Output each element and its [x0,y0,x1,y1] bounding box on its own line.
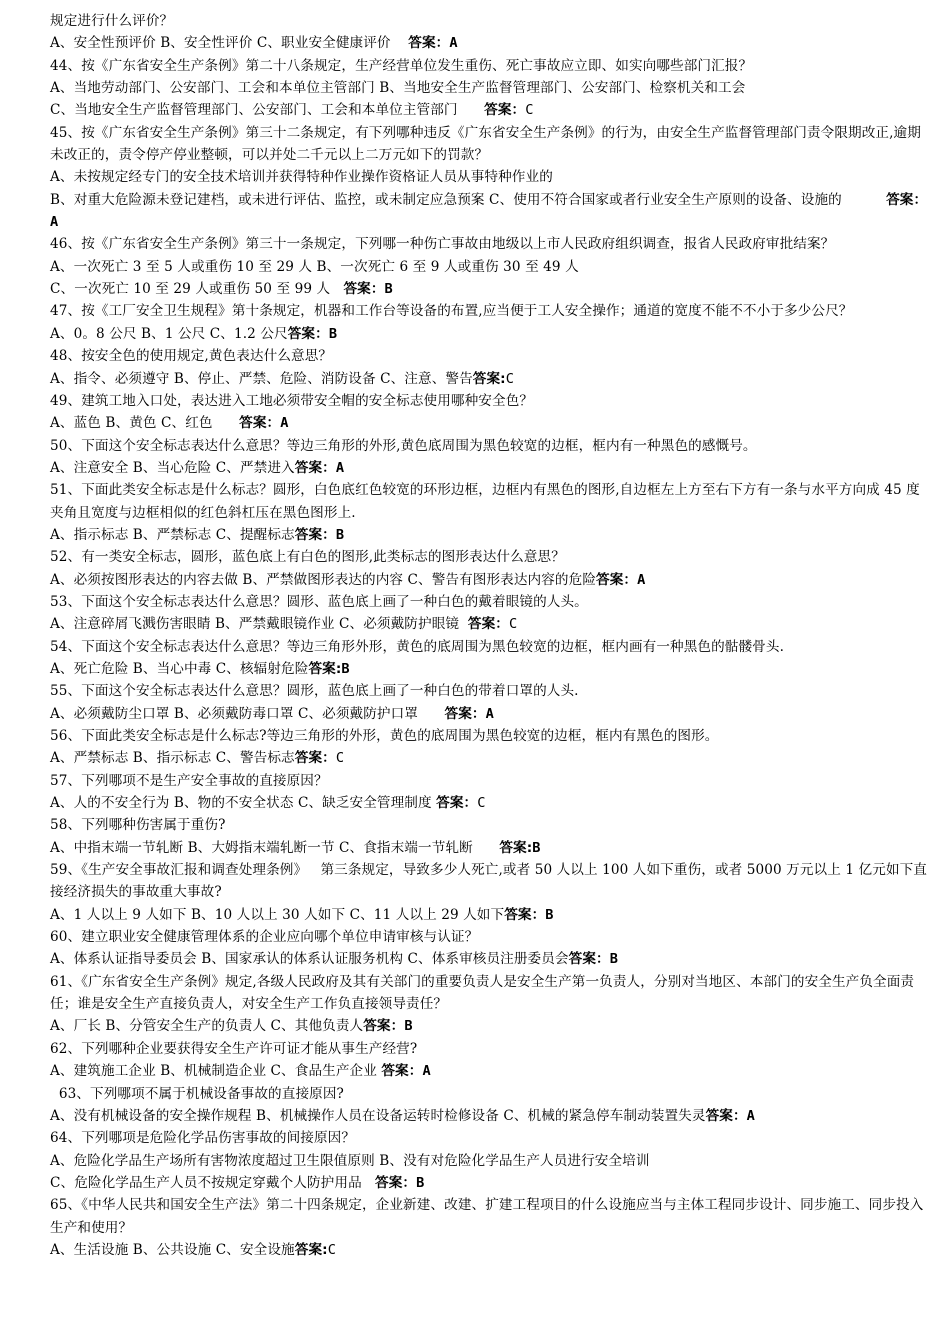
answer-label: 答案: [308,660,342,677]
line-text: A、严禁标志 B、指示标志 C、警告标志 [50,750,295,767]
answer-line [50,569,928,591]
answer-value: B [532,839,541,856]
text-line [50,122,928,167]
answer-value: B [384,281,393,298]
answer-value: C [505,370,515,387]
line-text: 48、按安全色的使用规定,黄色表达什么意思？ [50,348,333,365]
text-line [50,233,928,255]
line-text: 60、建立职业安全健康管理体系的企业应向哪个单位申请审核与认证？ [50,929,479,946]
answer-value: C [335,750,345,767]
text-line [50,971,928,1016]
answer-label: 答案： [705,1107,747,1124]
line-text: 64、下列哪项是危险化学品伤害事故的间接原因？ [50,1130,356,1147]
answer-line [50,904,928,926]
line-text: A、中指末端一节轧断 B、大姆指末端轧断一节 C、食指末端一节轧断 [50,839,500,856]
line-text: 53、下面这个安全标志表达什么意思？圆形、蓝色底上画了一种白色的戴着眼镜的人头。 [50,593,588,610]
answer-value: B [335,526,345,543]
text-line [50,345,928,367]
answer-label: 答案： [467,616,510,633]
answer-value: B [328,325,338,342]
answer-line [50,368,928,390]
answer-label: 答案： [408,35,450,52]
answer-value: B [341,660,350,677]
text-line [50,10,928,32]
line-text: A、未按规定经专门的安全技术培训并获得特种作业操作资格证人员从事特种作业的 [50,169,553,186]
line-text: A、死亡危险 B、当心中毒 C、核辐射危险 [50,660,309,677]
line-text: A、一次死亡 3 至 5 人或重伤 10 至 29 人 B、一次死亡 6 至 9 人或重伤 30 至 49 人 [50,258,579,275]
answer-label: 答案: [472,370,506,387]
line-text: 46、按《广东省安全生产条例》第三十一条规定，下列哪一种伤亡事故由地级以上市人民政府组织调查，报省人民政府审批结案？ [50,236,835,253]
text-line [50,479,928,524]
text-line [50,300,928,322]
line-text: 54、下面这个安全标志表达什么意思？等边三角形外形，黄色的底周围为黑色较宽的边框，框内画有一种黑色的骷髅骨头. [50,638,784,655]
answer-line [50,1060,928,1082]
answer-label: 答案： [484,102,526,119]
text-line [50,435,928,457]
answer-label: 答案： [375,1174,417,1191]
answer-line [50,1015,928,1037]
answer-line [50,99,928,121]
answer-line [50,613,928,635]
answer-label: 答案： [444,705,486,722]
answer-value: A [280,415,289,432]
line-text: B、对重大危险源未登记建档，或未进行评估、监控，或未制定应急预案 C、使用不符合国家或者行业安全生产原则的设备、设施的 [50,191,887,208]
line-text: A、必须按图形表达的内容去做 B、严禁做图形表达的内容 C、警告有图形表达内容的危险 [50,571,597,588]
answer-label: 答案： [287,325,329,342]
line-text: 44、按《广东省安全生产条例》第二十八条规定，生产经营单位发生重伤、死亡事故应立即、如实向哪些部门汇报？ [50,57,753,74]
text-line [50,926,928,948]
answer-value: A [746,1107,755,1124]
answer-line [50,457,928,479]
answer-line [50,703,928,725]
line-text: A、厂长 B、分管安全生产的负责人 C、其他负责人 [50,1018,364,1035]
line-text: A、注意碎屑飞溅伤害眼睛 B、严禁戴眼镜作业 C、必须戴防护眼镜 [50,616,468,633]
answer-value: C [327,1241,336,1258]
answer-value: A [422,1063,431,1080]
line-text: A、当地劳动部门、公安部门、工会和本单位主管部门 B、当地安全生产监督管理部门、公安部门、检察机关和工会 [50,80,746,97]
answer-label: 答案： [363,1018,405,1035]
text-line [50,55,928,77]
answer-value: A [485,705,494,722]
line-text: 63、下列哪项不属于机械设备事故的直接原因? [50,1085,344,1102]
answer-line [50,278,928,300]
text-line [50,256,928,278]
answer-label: 答案： [343,281,385,298]
answer-line [50,747,928,769]
text-line [50,1194,928,1239]
line-text: A、生活设施 B、公共设施 C、安全设施 [50,1241,295,1258]
text-line [50,166,928,188]
text-line [50,725,928,747]
line-text: 65、《中华人民共和国安全生产法》第二十四条规定，企业新建、改建、扩建工程项目的什么设施应当与主体工程同步设计、同步施工、同步投入生产和使用？ [50,1197,924,1236]
answer-label: 答案： [504,906,546,923]
line-text: 57、下列哪项不是生产安全事故的直接原因？ [50,772,328,789]
answer-value: B [609,951,619,968]
line-text: 49、建筑工地入口处，表达进入工地必须带安全帽的安全标志使用哪种安全色？ [50,392,534,409]
text-line [50,814,928,836]
answer-value: B [416,1174,425,1191]
answer-label: 答案： [436,795,478,812]
text-line [50,1083,928,1105]
line-text: A、危险化学品生产场所有害物浓度超过卫生限值原则 B、没有对危险化学品生产人员进行安全培训 [50,1152,650,1169]
answer-line [50,412,928,434]
text-line [50,390,928,412]
text-line [50,859,928,904]
answer-line [50,658,928,680]
answer-line [50,948,928,970]
line-text: 55、下面这个安全标志表达什么意思？圆形，蓝色底上画了一种白色的带着口罩的人头. [50,683,579,700]
line-text: C、危险化学品生产人员不按规定穿戴个人防护用品 [50,1174,376,1191]
answer-line [50,1172,928,1194]
line-text: 59、《生产安全事故汇报和调查处理条例》 第三条规定，导致多少人死亡,或者 50 人以上 100 人如下重伤，或者 5000 万元以上 1 亿元如下直接经济损失的事故重大事故? [50,862,928,901]
answer-label: 答案: [499,839,533,856]
answer-line [50,1239,928,1261]
answer-value: C [477,795,486,812]
answer-value: A [637,571,646,588]
text-line [50,680,928,702]
line-text: A、1 人以上 9 人如下 B、10 人以上 30 人如下 C、11 人以上 29 人如下 [50,906,505,923]
line-text: 45、按《广东省安全生产条例》第三十二条规定，有下列哪种违反《广东省安全生产条例》的行为，由安全生产监督管理部门责令限期改正,逾期未改正的，责令停产停业整顿，可以并处二千元以上二万元如下的罚款？ [50,124,921,164]
text-line [50,1150,928,1172]
answer-label: 答案： [568,951,610,968]
text-line [50,546,928,568]
line-text: 47、按《工厂安全卫生规程》第十条规定，机器和工作台等设备的布置,应当便于工人安全操作；通道的宽度不能不不小于多少公尺？ [50,303,853,320]
answer-line [50,524,928,546]
answer-label: 答案： [596,571,638,588]
line-text: 56、下面此类安全标志是什么标志?等边三角形的外形，黄色的底周围为黑色较宽的边框，框内有黑色的图形。 [50,728,719,744]
line-text: 58、下列哪种伤害属于重伤? [50,817,226,834]
answer-label: 答案: [294,1241,328,1258]
line-text: A、蓝色 B、黄色 C、红色 [50,415,240,432]
answer-value: A [449,35,458,52]
line-text: A、注意安全 B、当心危险 C、严禁进入 [50,459,295,476]
answer-label: 答案： [886,191,928,208]
line-text: 规定进行什么评价？ [50,13,174,29]
line-text: 50、下面这个安全标志表达什么意思？等边三角形的外形,黄色底周围为黑色较宽的边框，框内有一种黑色的感慨号。 [50,437,757,454]
text-line [50,77,928,99]
answer-line [50,189,928,234]
line-text: A、0。8 公尺 B、1 公尺 C、1.2 公尺 [50,325,288,342]
line-text: A、指示标志 B、严禁标志 C、提醒标志 [50,526,295,543]
answer-value: C [525,102,534,119]
answer-value: B [545,906,554,923]
line-text: 62、下列哪种企业要获得安全生产许可证才能从事生产经营? [50,1040,418,1057]
answer-value: C [509,616,518,633]
line-text: 61、《广东省安全生产条例》规定,各级人民政府及其有关部门的重要负责人是安全生产第一负责人，分别对当地区、本部门的安全生产负全面责任；谁是安全生产直接负责人，对安全生产工作负直接领导责任？ [50,973,915,1013]
answer-line [50,1105,928,1127]
answer-line [50,323,928,345]
line-text: A、人的不安全行为 B、物的不安全状态 C、缺乏安全管理制度 [50,795,437,812]
answer-label: 答案： [239,415,281,432]
line-text: 52、有一类安全标志，圆形，蓝色底上有白色的图形,此类标志的图形表达什么意思？ [50,549,565,566]
answer-value: A [335,459,345,476]
text-line [50,770,928,792]
answer-label: 答案： [294,459,336,476]
line-text: A、必须戴防尘口罩 B、必须戴防毒口罩 C、必须戴防护口罩 [50,705,445,722]
text-line [50,1038,928,1060]
line-text: C、当地安全生产监督管理部门、公安部门、工会和本单位主管部门 [50,102,485,119]
text-line [50,1127,928,1149]
line-text: A、安全性预评价 B、安全性评价 C、职业安全健康评价 [50,35,409,52]
line-text: A、指令、必须遵守 B、停止、严禁、危险、消防设备 C、注意、警告 [50,370,473,387]
answer-line [50,32,928,54]
answer-line [50,837,928,859]
text-line [50,636,928,658]
line-text: C、一次死亡 10 至 29 人或重伤 50 至 99 人 [50,281,344,298]
answer-label: 答案： [294,750,336,767]
line-text: 51、下面此类安全标志是什么标志？圆形，白色底红色较宽的环形边框，边框内有黑色的图形,自边框左上方至右下方有一条与水平方向成 45 度夹角且宽度与边框相似的红色斜杠压在黑色图形上. [50,482,920,521]
answer-line [50,792,928,814]
answer-label: 答案： [294,526,336,543]
line-text: A、建筑施工企业 B、机械制造企业 C、食品生产企业 [50,1063,382,1080]
answer-label: 答案： [381,1063,423,1080]
text-line [50,591,928,613]
answer-value: B [404,1018,413,1035]
line-text: A、没有机械设备的安全操作规程 B、机械操作人员在设备运转时检修设备 C、机械的紧急停车制动装置失灵 [50,1107,706,1124]
line-text: A、体系认证指导委员会 B、国家承认的体系认证服务机构 C、体系审核员注册委员会 [50,951,569,968]
answer-value: A [50,214,59,231]
